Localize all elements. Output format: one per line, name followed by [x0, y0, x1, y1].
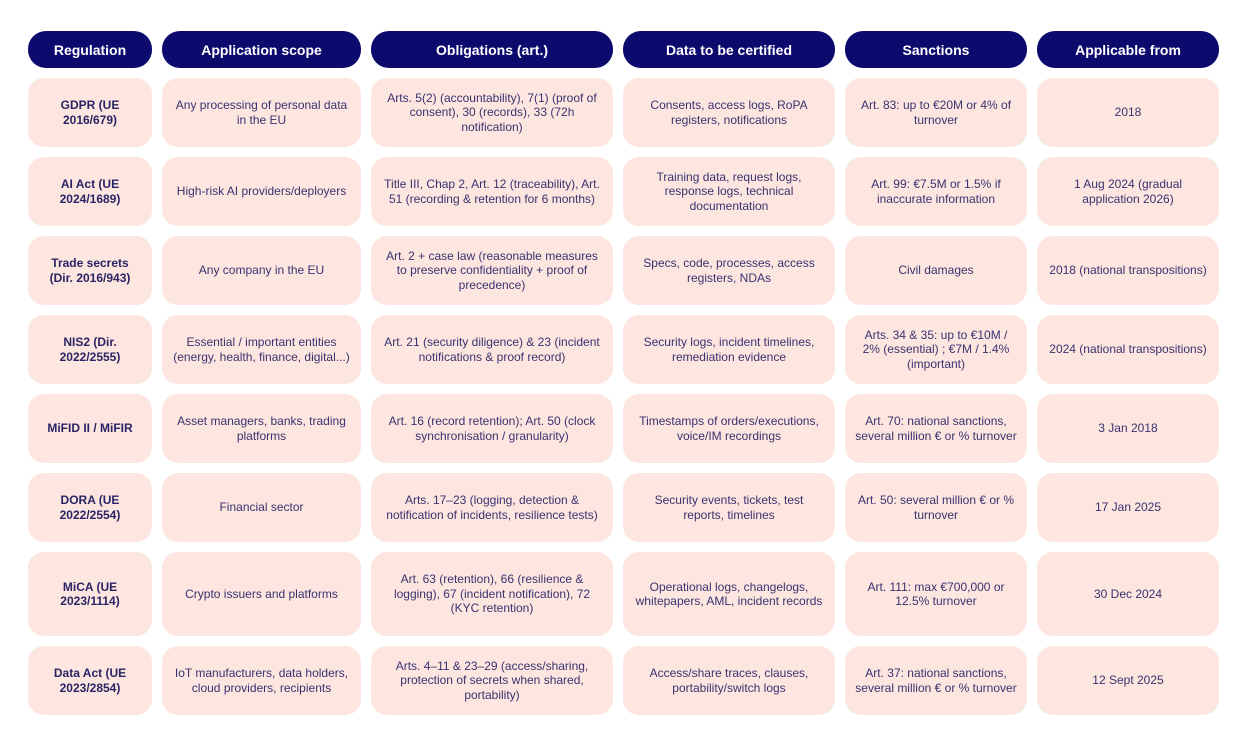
cell-obligations: Title III, Chap 2, Art. 12 (traceability), Art. 51 (recording & retention for 6 months) — [371, 157, 613, 226]
cell-applicable-from: 1 Aug 2024 (gradual application 2026) — [1037, 157, 1219, 226]
cell-data-to-be-certified: Consents, access logs, RoPA registers, notifications — [623, 78, 835, 147]
cell-applicable-from: 2018 — [1037, 78, 1219, 147]
cell-obligations: Arts. 17–23 (logging, detection & notification of incidents, resilience tests) — [371, 473, 613, 542]
header-sanctions: Sanctions — [845, 31, 1027, 68]
cell-data-to-be-certified: Timestamps of orders/executions, voice/IM recordings — [623, 394, 835, 463]
cell-application-scope: Any processing of personal data in the EU — [162, 78, 361, 147]
cell-regulation: DORA (UE 2022/2554) — [28, 473, 152, 542]
cell-data-to-be-certified: Access/share traces, clauses, portability/switch logs — [623, 646, 835, 715]
cell-application-scope: Crypto issuers and platforms — [162, 552, 361, 636]
cell-applicable-from: 3 Jan 2018 — [1037, 394, 1219, 463]
cell-application-scope: IoT manufacturers, data holders, cloud providers, recipients — [162, 646, 361, 715]
cell-sanctions: Art. 50: several million € or % turnover — [845, 473, 1027, 542]
cell-regulation: MiFID II / MiFIR — [28, 394, 152, 463]
cell-regulation: GDPR (UE 2016/679) — [28, 78, 152, 147]
cell-applicable-from: 17 Jan 2025 — [1037, 473, 1219, 542]
cell-applicable-from: 12 Sept 2025 — [1037, 646, 1219, 715]
cell-sanctions: Art. 99: €7.5M or 1.5% if inaccurate information — [845, 157, 1027, 226]
cell-applicable-from: 30 Dec 2024 — [1037, 552, 1219, 636]
cell-regulation: Data Act (UE 2023/2854) — [28, 646, 152, 715]
cell-sanctions: Art. 37: national sanctions, several million € or % turnover — [845, 646, 1027, 715]
cell-obligations: Arts. 4–11 & 23–29 (access/sharing, protection of secrets when shared, portability) — [371, 646, 613, 715]
cell-obligations: Art. 21 (security diligence) & 23 (incident notifications & proof record) — [371, 315, 613, 384]
cell-sanctions: Art. 111: max €700,000 or 12.5% turnover — [845, 552, 1027, 636]
cell-obligations: Art. 63 (retention), 66 (resilience & logging), 67 (incident notification), 72 (KYC retention) — [371, 552, 613, 636]
cell-data-to-be-certified: Security logs, incident timelines, remediation evidence — [623, 315, 835, 384]
header-applicable-from: Applicable from — [1037, 31, 1219, 68]
cell-obligations: Arts. 5(2) (accountability), 7(1) (proof of consent), 30 (records), 33 (72h notification) — [371, 78, 613, 147]
cell-application-scope: Financial sector — [162, 473, 361, 542]
cell-sanctions: Arts. 34 & 35: up to €10M / 2% (essential) ; €7M / 1.4% (important) — [845, 315, 1027, 384]
cell-sanctions: Civil damages — [845, 236, 1027, 305]
regulations-table — [28, 31, 1219, 715]
cell-data-to-be-certified: Security events, tickets, test reports, timelines — [623, 473, 835, 542]
cell-obligations: Art. 16 (record retention); Art. 50 (clock synchronisation / granularity) — [371, 394, 613, 463]
cell-sanctions: Art. 83: up to €20M or 4% of turnover — [845, 78, 1027, 147]
header-data-to-be-certified: Data to be certified — [623, 31, 835, 68]
cell-application-scope: High-risk AI providers/deployers — [162, 157, 361, 226]
cell-obligations: Art. 2 + case law (reasonable measures to preserve confidentiality + proof of precedence) — [371, 236, 613, 305]
cell-data-to-be-certified: Specs, code, processes, access registers, NDAs — [623, 236, 835, 305]
header-obligations: Obligations (art.) — [371, 31, 613, 68]
cell-application-scope: Essential / important entities (energy, health, finance, digital...) — [162, 315, 361, 384]
header-regulation: Regulation — [28, 31, 152, 68]
header-application-scope: Application scope — [162, 31, 361, 68]
cell-application-scope: Asset managers, banks, trading platforms — [162, 394, 361, 463]
cell-regulation: Trade secrets (Dir. 2016/943) — [28, 236, 152, 305]
cell-applicable-from: 2024 (national transpositions) — [1037, 315, 1219, 384]
cell-regulation: NIS2 (Dir. 2022/2555) — [28, 315, 152, 384]
cell-applicable-from: 2018 (national transpositions) — [1037, 236, 1219, 305]
cell-regulation: AI Act (UE 2024/1689) — [28, 157, 152, 226]
cell-data-to-be-certified: Operational logs, changelogs, whitepapers, AML, incident records — [623, 552, 835, 636]
cell-data-to-be-certified: Training data, request logs, response logs, technical documentation — [623, 157, 835, 226]
cell-sanctions: Art. 70: national sanctions, several million € or % turnover — [845, 394, 1027, 463]
cell-application-scope: Any company in the EU — [162, 236, 361, 305]
cell-regulation: MiCA (UE 2023/1114) — [28, 552, 152, 636]
